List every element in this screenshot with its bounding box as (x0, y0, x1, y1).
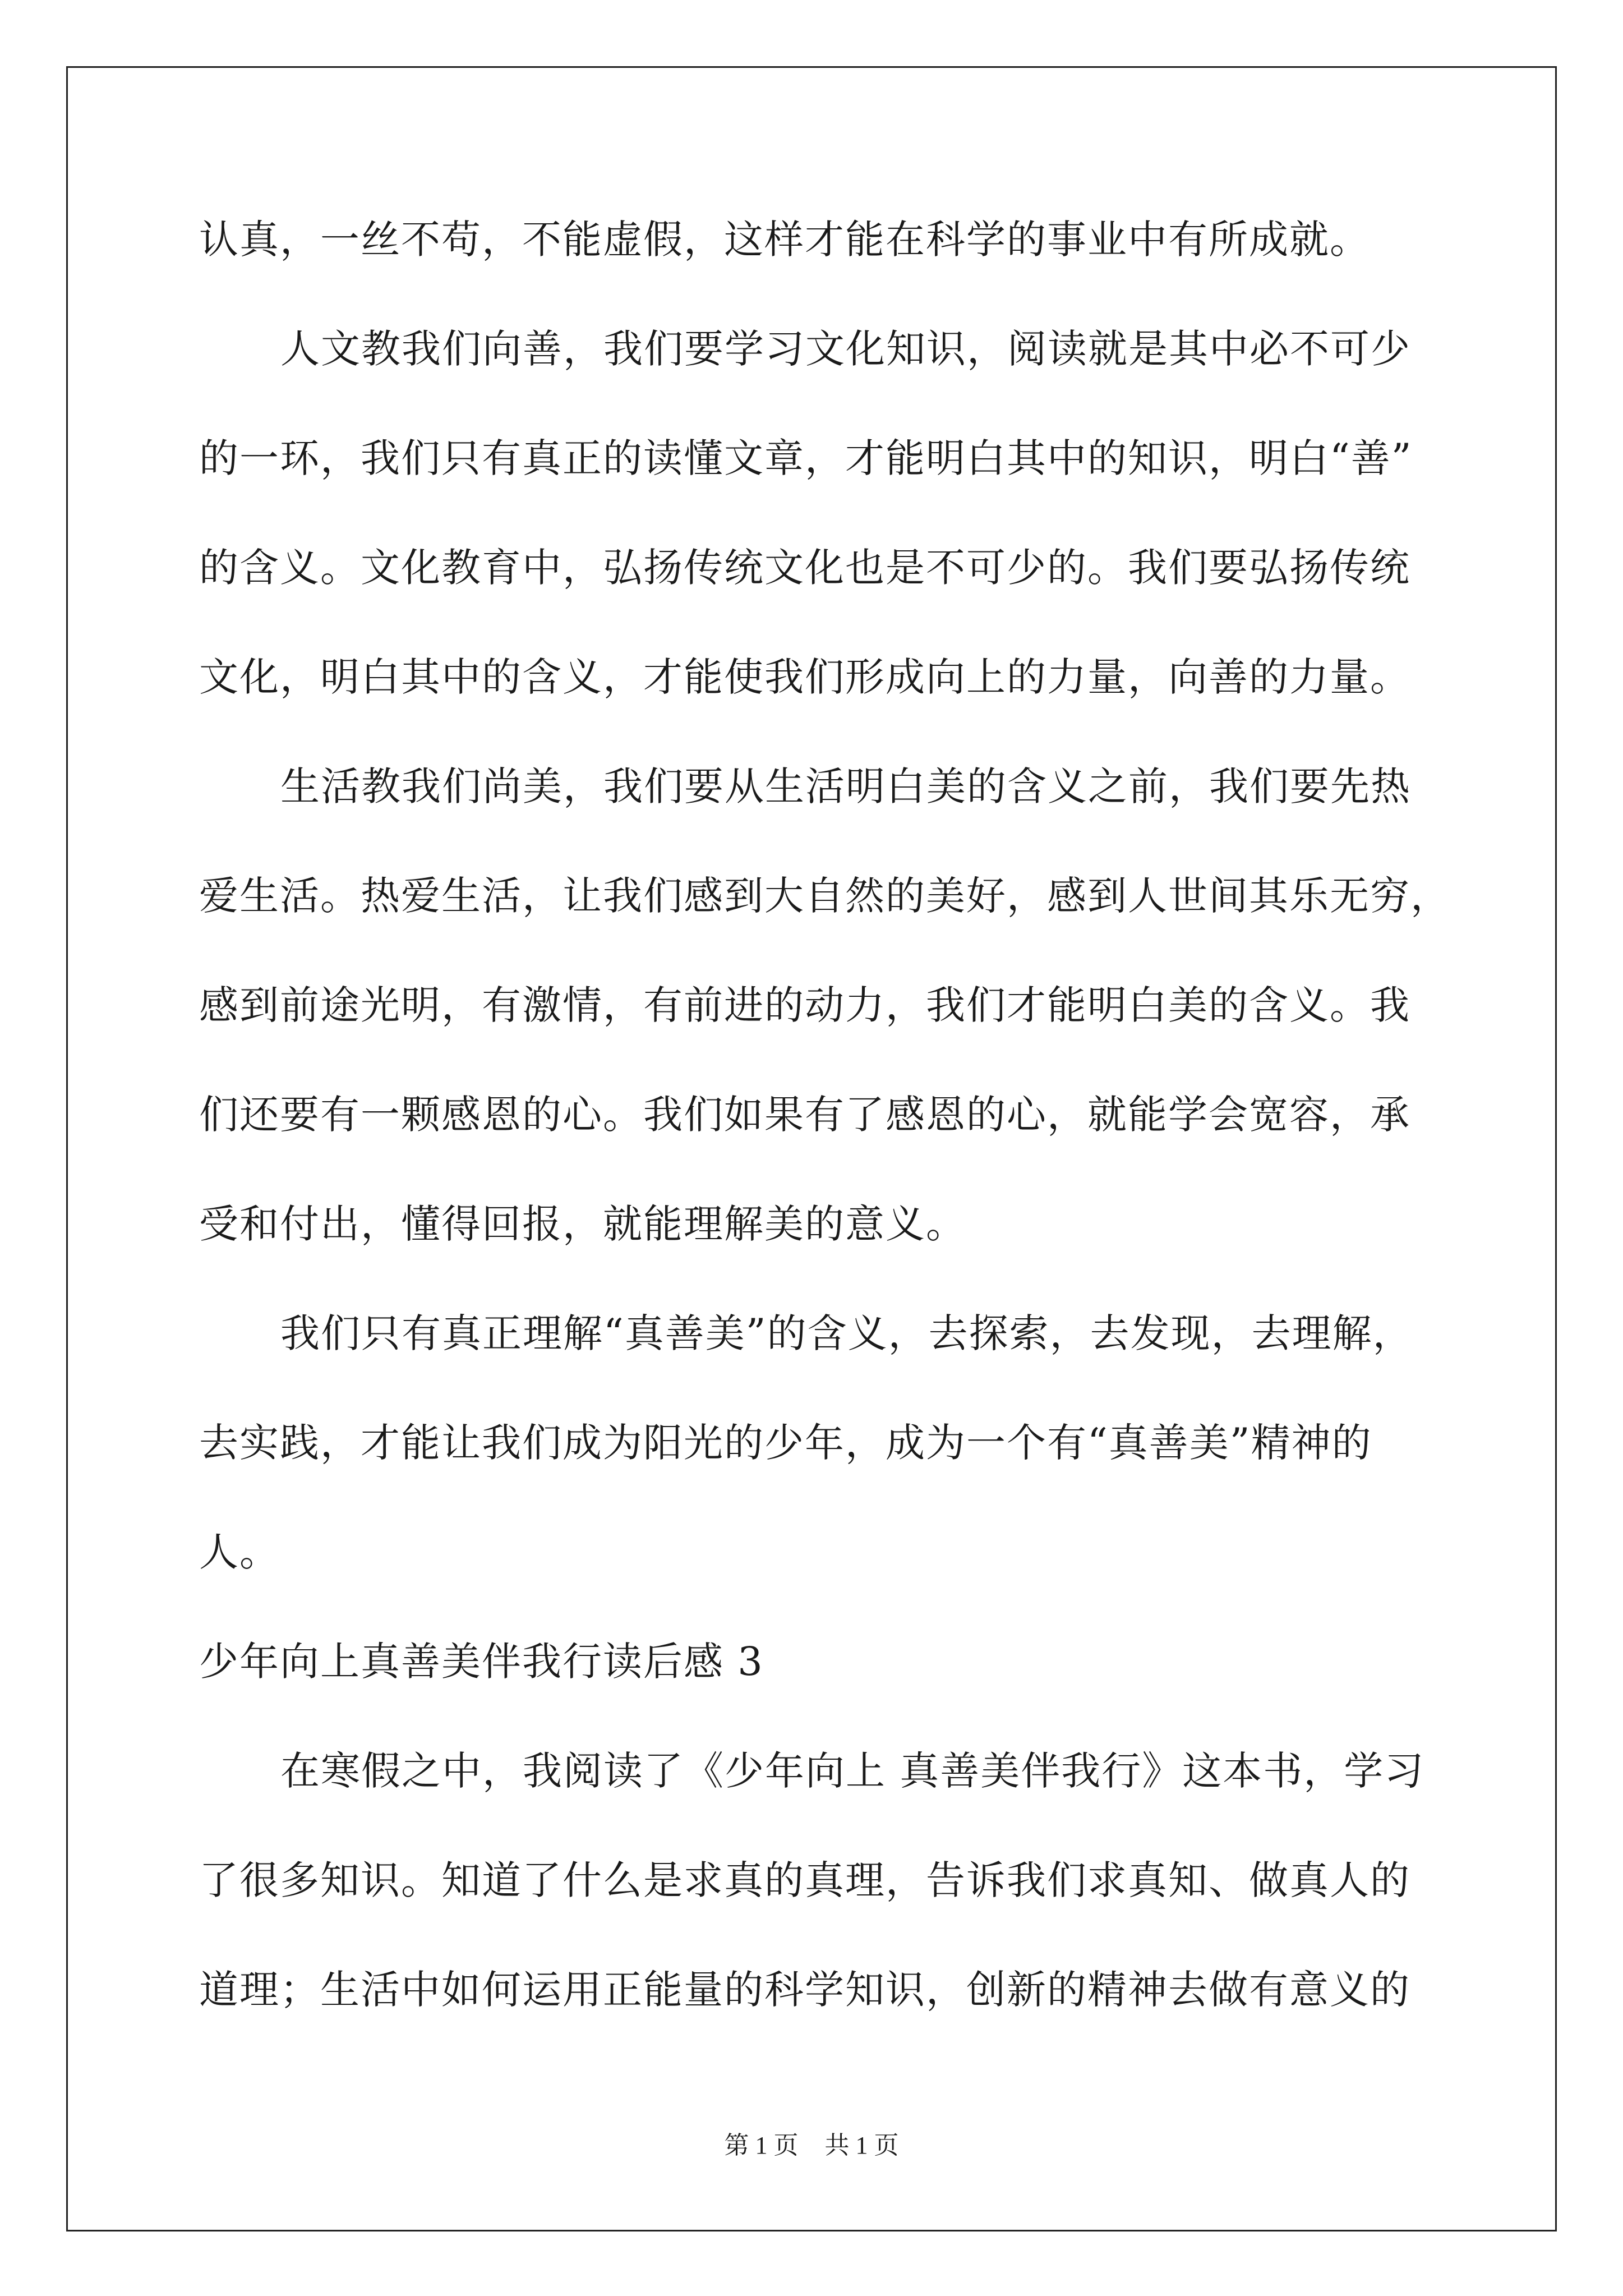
text-line: 了很多知识。知道了什么是求真的真理，告诉我们求真知、做真人的 (199, 1857, 1410, 1903)
text-line: 我们只有真正理解“真善美”的含义，去探索，去发现，去理解， (280, 1310, 1413, 1356)
text-line: 受和付出，懂得回报，就能理解美的意义。 (199, 1201, 966, 1247)
text-line: 道理；生活中如何运用正能量的科学知识，创新的精神去做有意义的 (199, 1967, 1410, 2013)
text-line: 感到前途光明，有激情，有前进的动力，我们才能明白美的含义。我 (199, 982, 1410, 1028)
page-footer (0, 2129, 1623, 2162)
text-line: 的一环，我们只有真正的读懂文章，才能明白其中的知识，明白“善” (199, 435, 1413, 481)
text-line: 去实践，才能让我们成为阳光的少年，成为一个有“真善美”精神的 (199, 1420, 1372, 1466)
text-line: 在寒假之中，我阅读了《少年向上 真善美伴我行》这本书，学习 (280, 1748, 1425, 1794)
text-line: 认真，一丝不苟，不能虚假，这样才能在科学的事业中有所成就。 (199, 217, 1370, 263)
text-line: 们还要有一颗感恩的心。我们如果有了感恩的心，就能学会宽容，承 (199, 1092, 1410, 1138)
text-line: 的含义。文化教育中，弘扬传统文化也是不可少的。我们要弘扬传统 (199, 545, 1410, 591)
page-number: 第 1 页 (724, 2132, 799, 2159)
text-line: 生活教我们尚美，我们要从生活明白美的含义之前，我们要先热 (280, 763, 1411, 809)
document-body (199, 185, 1451, 2045)
text-line: 人文教我们向善，我们要学习文化知识，阅读就是其中必不可少 (280, 326, 1411, 372)
text-line: 人。 (199, 1529, 280, 1575)
text-line: 文化，明白其中的含义，才能使我们形成向上的力量，向善的力量。 (199, 654, 1410, 700)
section-heading: 少年向上真善美伴我行读后感 3 (199, 1639, 764, 1685)
text-line: 爱生活。热爱生活，让我们感到大自然的美好，感到人世间其乐无穷， (199, 873, 1451, 919)
page-total: 共 1 页 (824, 2132, 899, 2159)
